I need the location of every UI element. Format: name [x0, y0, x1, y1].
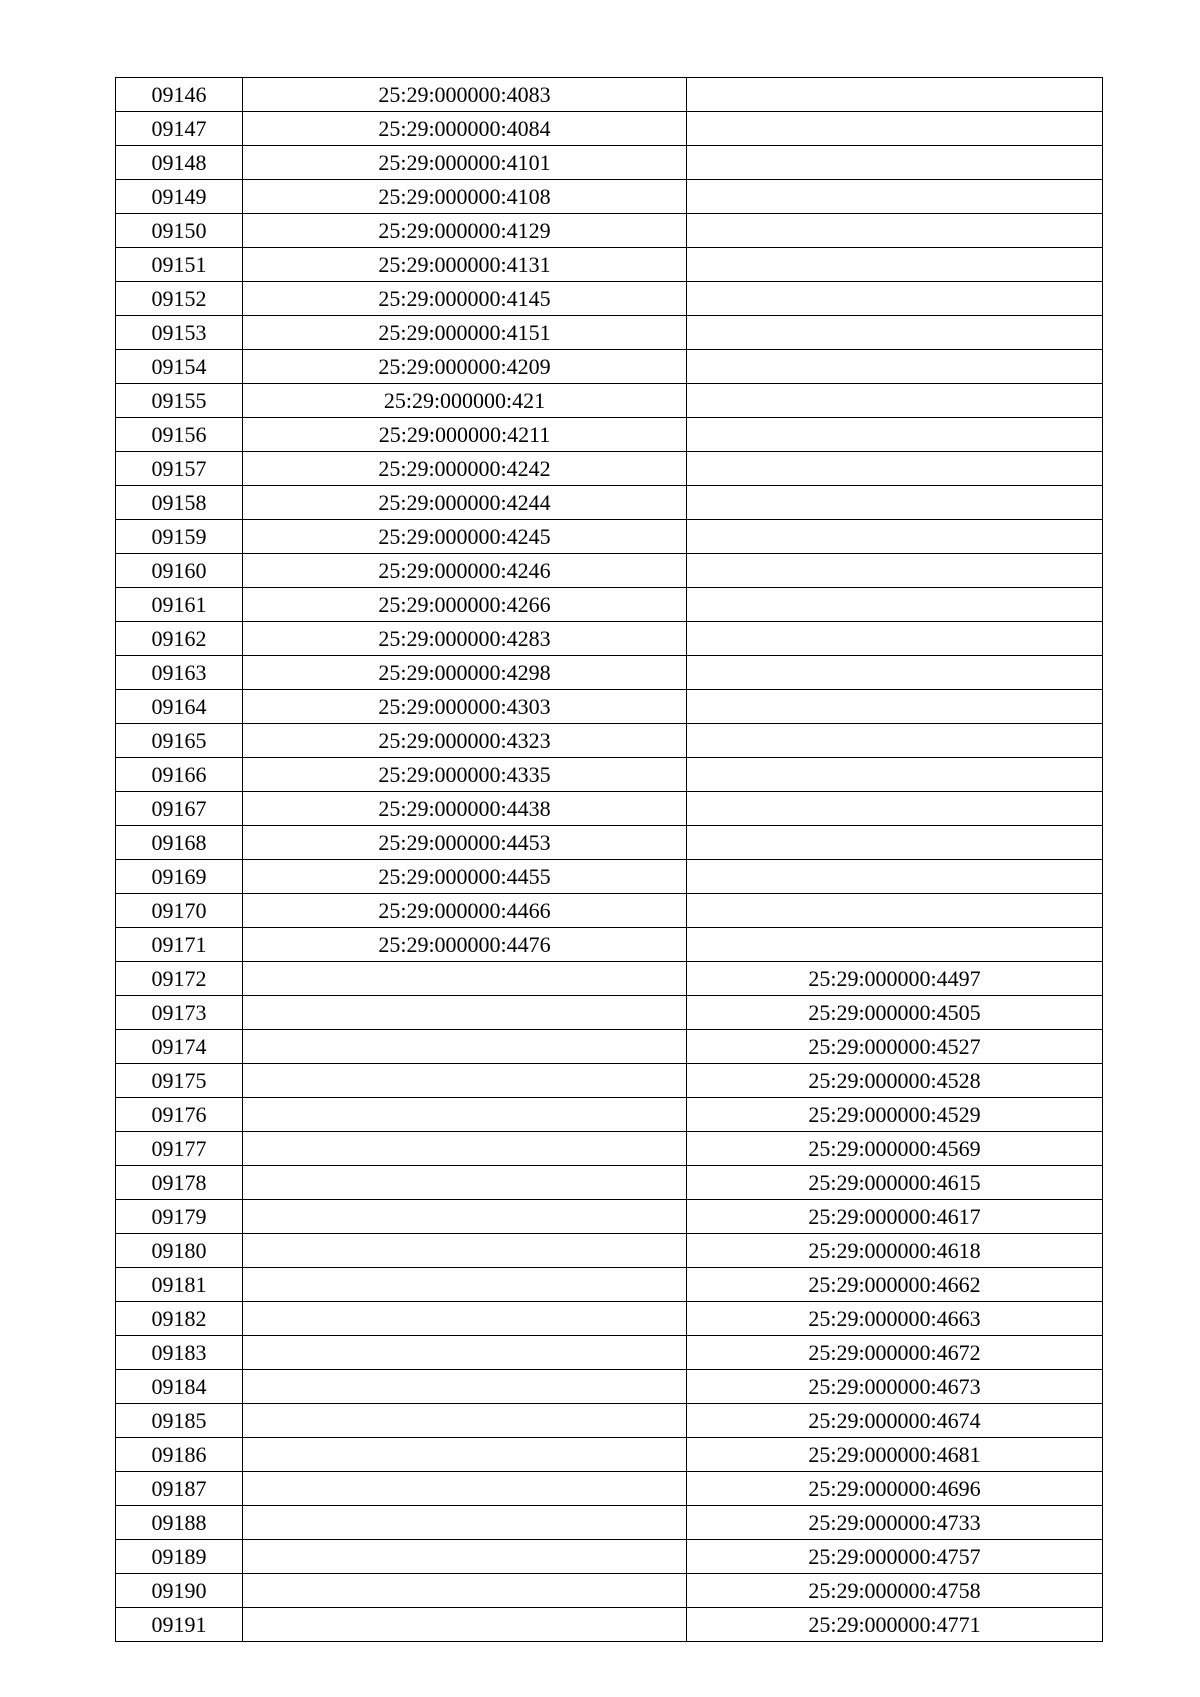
cadastral-number-cell-col2: [243, 1200, 687, 1234]
cadastral-number-cell-col3: 25:29:000000:4757: [687, 1540, 1103, 1574]
row-number-cell: 09158: [116, 486, 243, 520]
cadastral-number-cell-col2: 25:29:000000:4438: [243, 792, 687, 826]
cadastral-number-cell-col3: 25:29:000000:4673: [687, 1370, 1103, 1404]
cadastral-number-cell-col2: 25:29:000000:4209: [243, 350, 687, 384]
table-row: [116, 248, 1103, 282]
table-row: [116, 1336, 1103, 1370]
row-number-cell: 09148: [116, 146, 243, 180]
row-number-cell: 09187: [116, 1472, 243, 1506]
table-row: [116, 350, 1103, 384]
cadastral-number-cell-col2: 25:29:000000:4084: [243, 112, 687, 146]
cadastral-number-cell-col3: [687, 724, 1103, 758]
table-row: [116, 996, 1103, 1030]
row-number-cell: 09151: [116, 248, 243, 282]
cadastral-number-cell-col2: [243, 1506, 687, 1540]
cadastral-number-cell-col3: 25:29:000000:4672: [687, 1336, 1103, 1370]
table-row: [116, 214, 1103, 248]
table-row: [116, 1268, 1103, 1302]
row-number-cell: 09171: [116, 928, 243, 962]
row-number-cell: 09174: [116, 1030, 243, 1064]
table-row: [116, 724, 1103, 758]
row-number-cell: 09183: [116, 1336, 243, 1370]
table-row: [116, 1472, 1103, 1506]
cadastral-number-cell-col3: [687, 248, 1103, 282]
cadastral-number-cell-col2: 25:29:000000:4129: [243, 214, 687, 248]
row-number-cell: 09175: [116, 1064, 243, 1098]
cadastral-number-cell-col2: [243, 1608, 687, 1642]
table-row: [116, 1064, 1103, 1098]
cadastral-number-cell-col2: 25:29:000000:4298: [243, 656, 687, 690]
cadastral-number-cell-col3: [687, 78, 1103, 112]
cadastral-number-cell-col3: [687, 180, 1103, 214]
cadastral-number-cell-col2: 25:29:000000:4108: [243, 180, 687, 214]
cadastral-number-cell-col2: [243, 1540, 687, 1574]
table-row: [116, 1608, 1103, 1642]
row-number-cell: 09166: [116, 758, 243, 792]
cadastral-number-cell-col2: [243, 1370, 687, 1404]
cadastral-number-cell-col2: 25:29:000000:4455: [243, 860, 687, 894]
cadastral-number-cell-col3: [687, 622, 1103, 656]
row-number-cell: 09159: [116, 520, 243, 554]
table-row: [116, 520, 1103, 554]
cadastral-number-cell-col2: 25:29:000000:4266: [243, 588, 687, 622]
cadastral-number-cell-col3: 25:29:000000:4696: [687, 1472, 1103, 1506]
table-row: [116, 1574, 1103, 1608]
cadastral-number-cell-col2: 25:29:000000:4244: [243, 486, 687, 520]
row-number-cell: 09189: [116, 1540, 243, 1574]
cadastral-number-cell-col2: [243, 1404, 687, 1438]
row-number-cell: 09170: [116, 894, 243, 928]
table-row: [116, 180, 1103, 214]
cadastral-number-table: [115, 77, 1103, 1642]
cadastral-number-cell-col3: 25:29:000000:4505: [687, 996, 1103, 1030]
table-row: [116, 962, 1103, 996]
table-row: [116, 860, 1103, 894]
table-row: [116, 1166, 1103, 1200]
row-number-cell: 09149: [116, 180, 243, 214]
cadastral-number-cell-col2: 25:29:000000:4101: [243, 146, 687, 180]
row-number-cell: 09150: [116, 214, 243, 248]
cadastral-number-cell-col3: [687, 928, 1103, 962]
table-row: [116, 486, 1103, 520]
row-number-cell: 09163: [116, 656, 243, 690]
row-number-cell: 09178: [116, 1166, 243, 1200]
table-row: [116, 452, 1103, 486]
cadastral-number-cell-col3: [687, 554, 1103, 588]
cadastral-number-cell-col2: [243, 1302, 687, 1336]
row-number-cell: 09157: [116, 452, 243, 486]
cadastral-number-cell-col3: [687, 384, 1103, 418]
cadastral-number-cell-col3: 25:29:000000:4529: [687, 1098, 1103, 1132]
cadastral-number-cell-col3: [687, 418, 1103, 452]
cadastral-number-cell-col2: [243, 1132, 687, 1166]
cadastral-number-cell-col3: [687, 826, 1103, 860]
cadastral-number-cell-col2: [243, 1438, 687, 1472]
cadastral-number-cell-col2: 25:29:000000:4283: [243, 622, 687, 656]
table-row: [116, 146, 1103, 180]
table-row: [116, 1506, 1103, 1540]
cadastral-number-cell-col3: 25:29:000000:4662: [687, 1268, 1103, 1302]
cadastral-number-cell-col3: 25:29:000000:4615: [687, 1166, 1103, 1200]
row-number-cell: 09146: [116, 78, 243, 112]
cadastral-number-cell-col3: 25:29:000000:4528: [687, 1064, 1103, 1098]
cadastral-number-cell-col2: 25:29:000000:4083: [243, 78, 687, 112]
table-row: [116, 1200, 1103, 1234]
table-row: [116, 78, 1103, 112]
row-number-cell: 09152: [116, 282, 243, 316]
cadastral-number-cell-col3: [687, 894, 1103, 928]
row-number-cell: 09164: [116, 690, 243, 724]
table-row: [116, 1302, 1103, 1336]
cadastral-number-cell-col2: 25:29:000000:4335: [243, 758, 687, 792]
cadastral-number-cell-col3: 25:29:000000:4617: [687, 1200, 1103, 1234]
cadastral-number-cell-col2: [243, 1268, 687, 1302]
table-row: [116, 792, 1103, 826]
cadastral-number-cell-col3: 25:29:000000:4674: [687, 1404, 1103, 1438]
cadastral-number-cell-col3: [687, 146, 1103, 180]
row-number-cell: 09177: [116, 1132, 243, 1166]
row-number-cell: 09180: [116, 1234, 243, 1268]
table-row: [116, 282, 1103, 316]
cadastral-number-cell-col3: 25:29:000000:4733: [687, 1506, 1103, 1540]
row-number-cell: 09153: [116, 316, 243, 350]
row-number-cell: 09191: [116, 1608, 243, 1642]
cadastral-number-cell-col2: 25:29:000000:421: [243, 384, 687, 418]
row-number-cell: 09161: [116, 588, 243, 622]
cadastral-number-cell-col2: [243, 962, 687, 996]
row-number-cell: 09176: [116, 1098, 243, 1132]
table-body: [116, 78, 1103, 1642]
table-row: [116, 418, 1103, 452]
cadastral-number-cell-col2: 25:29:000000:4211: [243, 418, 687, 452]
cadastral-number-cell-col2: 25:29:000000:4453: [243, 826, 687, 860]
row-number-cell: 09169: [116, 860, 243, 894]
table-row: [116, 112, 1103, 146]
row-number-cell: 09190: [116, 1574, 243, 1608]
cadastral-number-cell-col3: [687, 214, 1103, 248]
cadastral-number-cell-col3: 25:29:000000:4681: [687, 1438, 1103, 1472]
cadastral-number-cell-col2: 25:29:000000:4131: [243, 248, 687, 282]
row-number-cell: 09184: [116, 1370, 243, 1404]
cadastral-number-cell-col2: 25:29:000000:4245: [243, 520, 687, 554]
cadastral-number-cell-col2: [243, 1574, 687, 1608]
cadastral-number-cell-col2: 25:29:000000:4145: [243, 282, 687, 316]
cadastral-number-cell-col2: [243, 1166, 687, 1200]
table-row: [116, 928, 1103, 962]
cadastral-number-cell-col3: [687, 316, 1103, 350]
cadastral-number-cell-col2: [243, 1098, 687, 1132]
cadastral-number-cell-col2: 25:29:000000:4242: [243, 452, 687, 486]
table-row: [116, 1540, 1103, 1574]
table-row: [116, 554, 1103, 588]
row-number-cell: 09179: [116, 1200, 243, 1234]
cadastral-number-cell-col3: [687, 282, 1103, 316]
table-row: [116, 622, 1103, 656]
cadastral-number-cell-col3: 25:29:000000:4569: [687, 1132, 1103, 1166]
table-row: [116, 826, 1103, 860]
row-number-cell: 09172: [116, 962, 243, 996]
cadastral-number-cell-col3: 25:29:000000:4618: [687, 1234, 1103, 1268]
cadastral-number-cell-col2: [243, 996, 687, 1030]
table-row: [116, 656, 1103, 690]
cadastral-number-cell-col3: [687, 520, 1103, 554]
row-number-cell: 09185: [116, 1404, 243, 1438]
row-number-cell: 09165: [116, 724, 243, 758]
row-number-cell: 09160: [116, 554, 243, 588]
cadastral-number-cell-col2: 25:29:000000:4476: [243, 928, 687, 962]
cadastral-number-cell-col3: [687, 690, 1103, 724]
table-row: [116, 1438, 1103, 1472]
cadastral-number-cell-col3: [687, 656, 1103, 690]
cadastral-number-cell-col3: 25:29:000000:4758: [687, 1574, 1103, 1608]
table-row: [116, 1132, 1103, 1166]
cadastral-number-cell-col3: [687, 486, 1103, 520]
row-number-cell: 09155: [116, 384, 243, 418]
table-row: [116, 1370, 1103, 1404]
cadastral-number-cell-col3: [687, 758, 1103, 792]
cadastral-number-cell-col2: 25:29:000000:4323: [243, 724, 687, 758]
cadastral-number-cell-col3: 25:29:000000:4497: [687, 962, 1103, 996]
row-number-cell: 09181: [116, 1268, 243, 1302]
cadastral-number-cell-col2: [243, 1234, 687, 1268]
cadastral-number-cell-col3: 25:29:000000:4527: [687, 1030, 1103, 1064]
table-row: [116, 894, 1103, 928]
cadastral-number-cell-col2: 25:29:000000:4246: [243, 554, 687, 588]
cadastral-number-cell-col3: [687, 452, 1103, 486]
row-number-cell: 09147: [116, 112, 243, 146]
cadastral-number-cell-col2: [243, 1336, 687, 1370]
row-number-cell: 09182: [116, 1302, 243, 1336]
cadastral-number-cell-col3: [687, 792, 1103, 826]
table-row: [116, 1404, 1103, 1438]
table-row: [116, 690, 1103, 724]
table-row: [116, 1234, 1103, 1268]
cadastral-number-cell-col2: [243, 1472, 687, 1506]
cadastral-number-cell-col3: [687, 860, 1103, 894]
cadastral-number-cell-col3: 25:29:000000:4771: [687, 1608, 1103, 1642]
row-number-cell: 09154: [116, 350, 243, 384]
row-number-cell: 09168: [116, 826, 243, 860]
cadastral-number-cell-col2: 25:29:000000:4151: [243, 316, 687, 350]
row-number-cell: 09167: [116, 792, 243, 826]
cadastral-number-cell-col2: [243, 1064, 687, 1098]
cadastral-number-cell-col2: 25:29:000000:4466: [243, 894, 687, 928]
row-number-cell: 09186: [116, 1438, 243, 1472]
cadastral-number-cell-col3: [687, 350, 1103, 384]
cadastral-number-cell-col3: [687, 112, 1103, 146]
cadastral-number-cell-col2: [243, 1030, 687, 1064]
row-number-cell: 09188: [116, 1506, 243, 1540]
table-row: [116, 316, 1103, 350]
table-row: [116, 384, 1103, 418]
table-row: [116, 1030, 1103, 1064]
row-number-cell: 09162: [116, 622, 243, 656]
row-number-cell: 09173: [116, 996, 243, 1030]
cadastral-number-cell-col3: [687, 588, 1103, 622]
cadastral-number-cell-col3: 25:29:000000:4663: [687, 1302, 1103, 1336]
cadastral-number-cell-col2: 25:29:000000:4303: [243, 690, 687, 724]
row-number-cell: 09156: [116, 418, 243, 452]
table-row: [116, 588, 1103, 622]
table-row: [116, 758, 1103, 792]
table-row: [116, 1098, 1103, 1132]
